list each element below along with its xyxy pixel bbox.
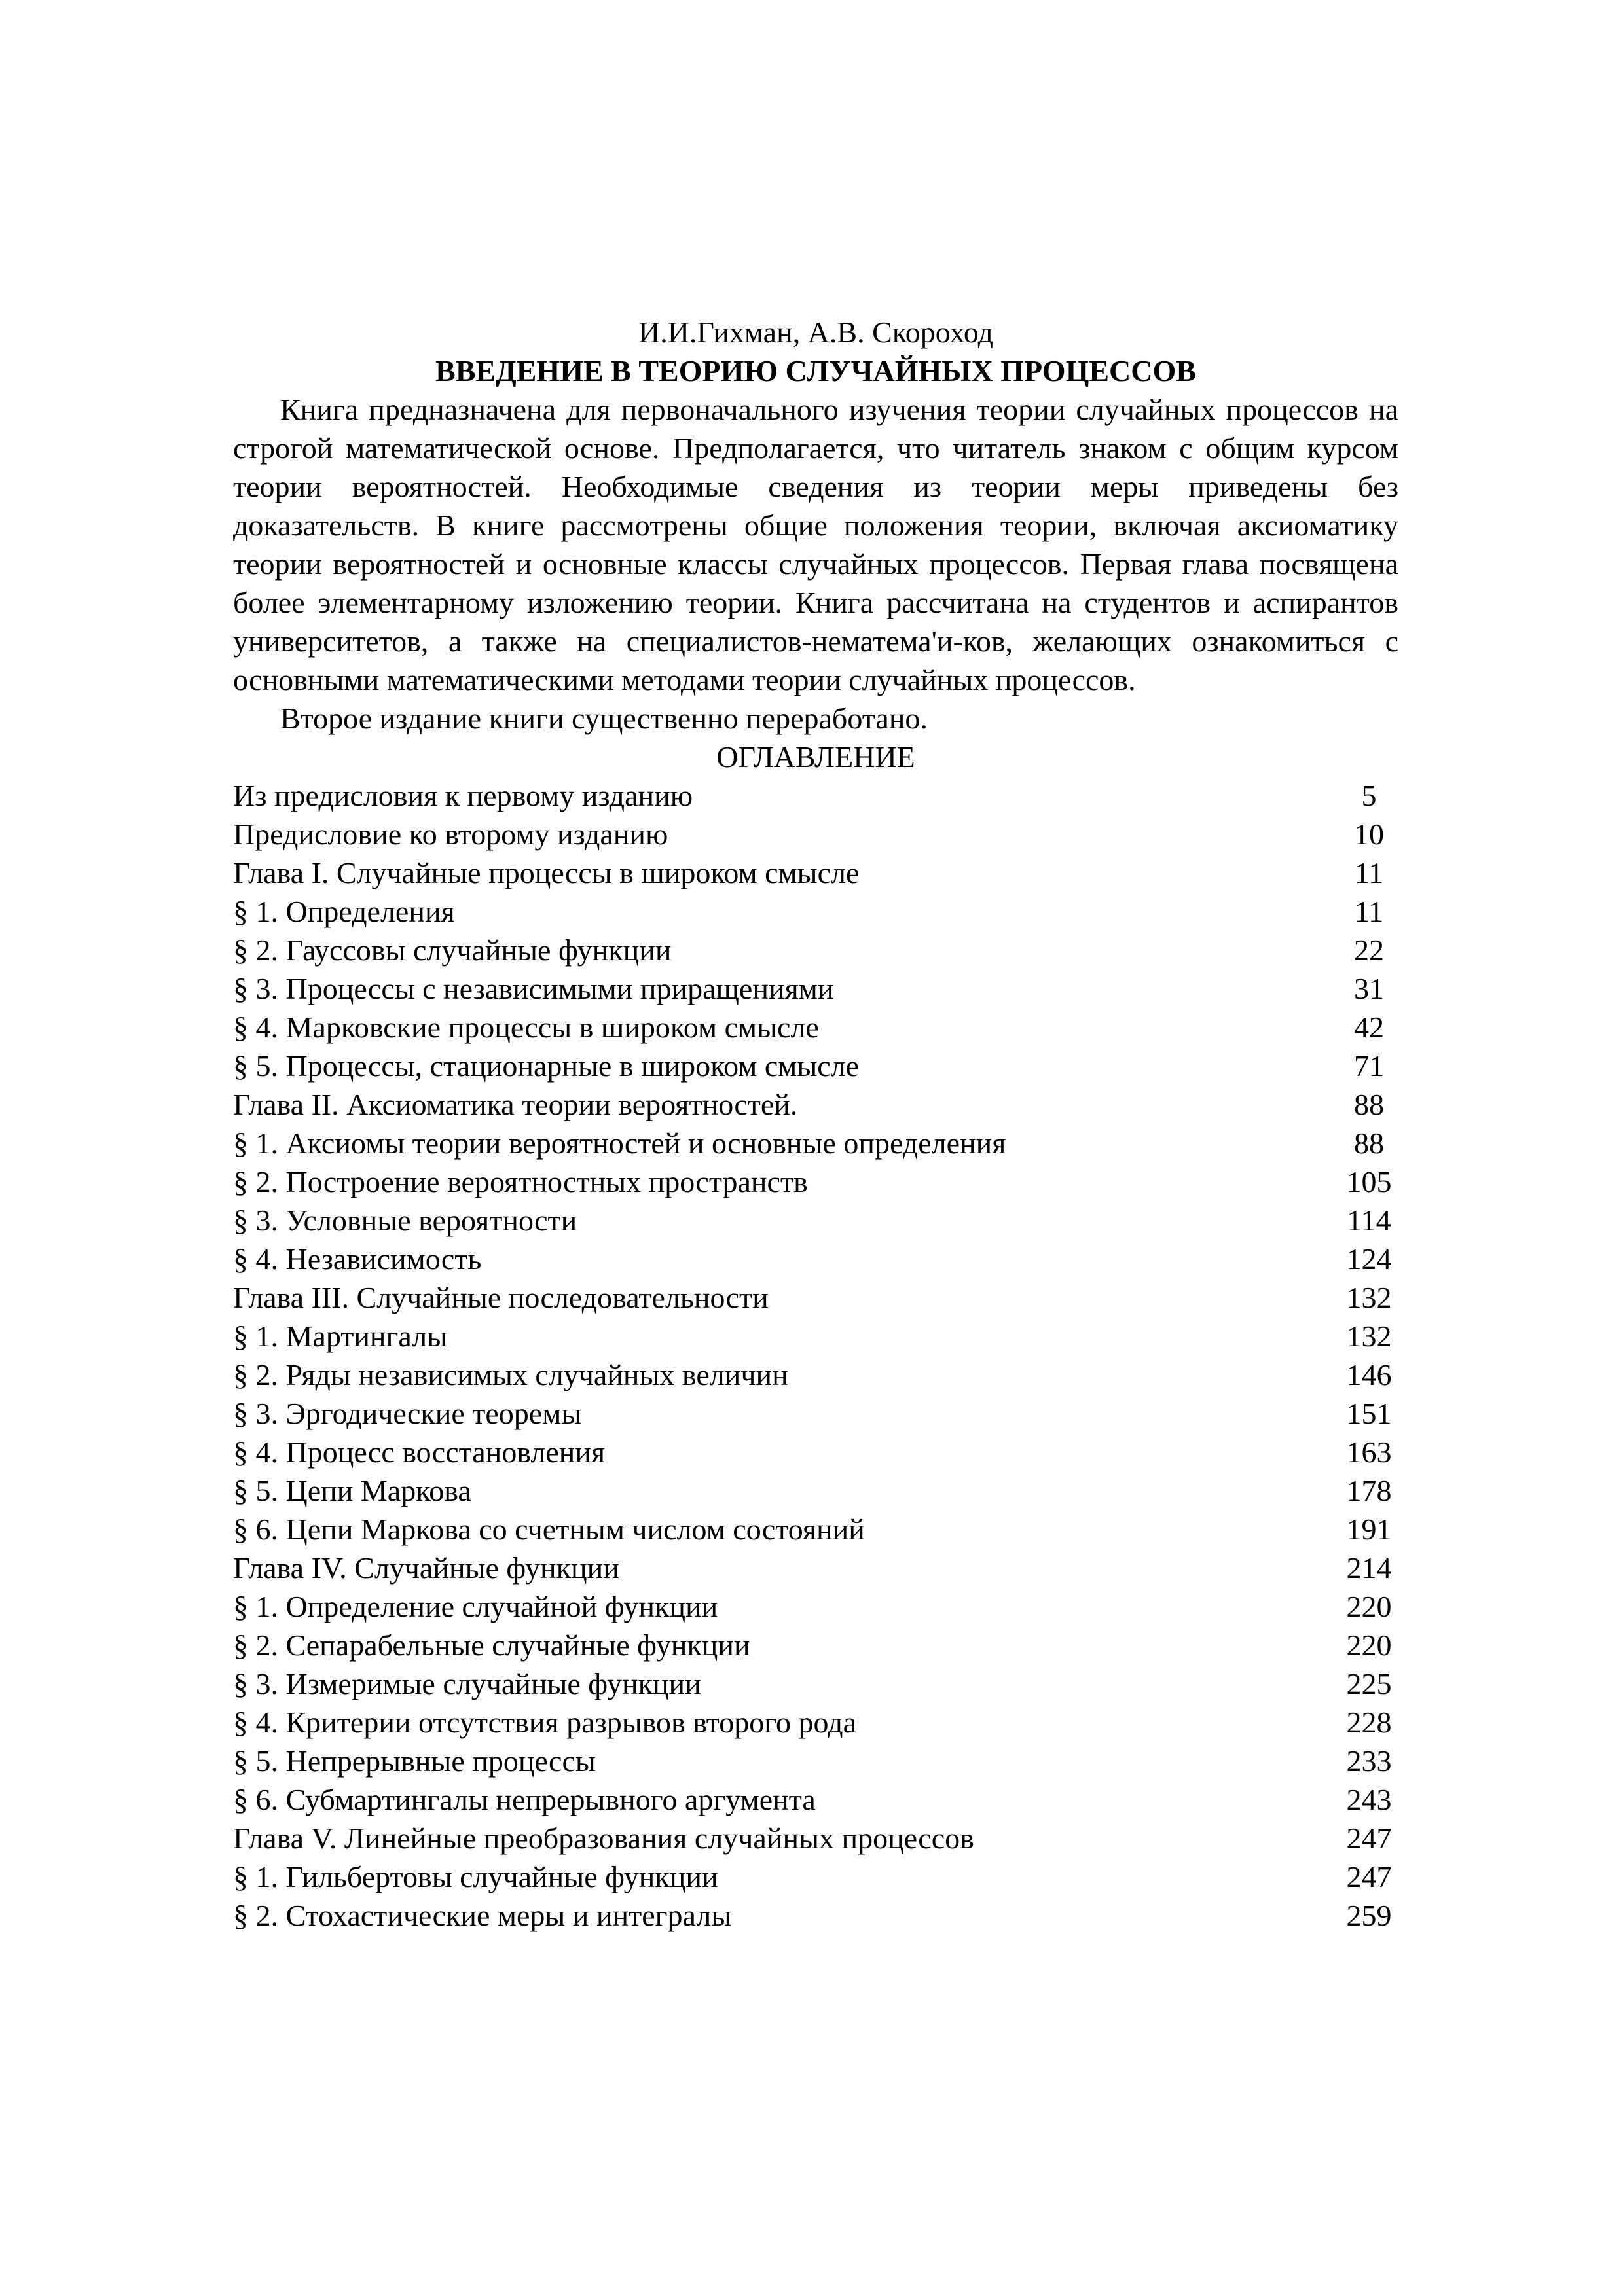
toc-entry-page: 71: [1354, 1049, 1384, 1083]
toc-entry-title: § 6. Цепи Маркова со счетным числом состояний: [233, 1513, 865, 1546]
toc-entry-title: § 4. Критерии отсутствия разрывов второго рода: [233, 1706, 857, 1739]
toc-entry-page: 243: [1346, 1783, 1392, 1816]
book-authors: И.И.Гихман, А.В. Скороход: [638, 315, 993, 349]
toc-entry-title: § 3. Процессы с независимыми приращениями: [233, 972, 834, 1005]
document-page: [233, 313, 1398, 1935]
toc-entry-page: 114: [1347, 1204, 1391, 1237]
toc-entry: [233, 1510, 1398, 1549]
toc-entry: [233, 969, 1398, 1008]
toc-entry-page: 191: [1346, 1513, 1392, 1546]
toc-entry-title: § 2. Построение вероятностных пространств: [233, 1165, 808, 1198]
toc-entry-page: 220: [1346, 1628, 1392, 1662]
toc-entry: [233, 1819, 1398, 1857]
toc-entry-title: Глава I. Случайные процессы в широком смысле: [233, 856, 860, 889]
toc-entry-page: 214: [1346, 1551, 1392, 1585]
toc-entry-page: 22: [1354, 933, 1384, 967]
toc-entry: [233, 1278, 1398, 1317]
toc-entry: [233, 815, 1398, 853]
toc-entry-title: § 1. Определение случайной функции: [233, 1590, 718, 1623]
toc-entry: [233, 1587, 1398, 1626]
toc-entry-page: 233: [1346, 1744, 1392, 1778]
toc-entry-page: 259: [1346, 1899, 1392, 1932]
book-title: ВВЕДЕНИЕ В ТЕОРИЮ СЛУЧАЙНЫХ ПРОЦЕССОВ: [435, 354, 1196, 387]
toc-entry: [233, 1317, 1398, 1355]
toc-entry-title: Глава V. Линейные преобразования случайных процессов: [233, 1821, 974, 1855]
toc-entry: [233, 1664, 1398, 1703]
toc-entry-page: 5: [1361, 779, 1377, 812]
toc-entry-page: 225: [1346, 1667, 1392, 1700]
toc-entry: [233, 892, 1398, 931]
toc-entry-page: 220: [1346, 1590, 1392, 1623]
toc-entry-title: § 5. Непрерывные процессы: [233, 1744, 596, 1778]
toc-entry: [233, 1240, 1398, 1278]
toc-entry-title: § 5. Процессы, стационарные в широком смысле: [233, 1049, 860, 1083]
toc-entry-title: § 1. Определения: [233, 895, 455, 928]
toc-entry-title: Глава II. Аксиоматика теории вероятностей.: [233, 1088, 798, 1121]
toc-entry-page: 11: [1354, 856, 1384, 889]
toc-entry-title: Глава III. Случайные последовательности: [233, 1281, 769, 1314]
toc-entry: [233, 1355, 1398, 1394]
toc-entry: [233, 1742, 1398, 1780]
toc-entry-title: § 1. Гильбертовы случайные функции: [233, 1860, 718, 1893]
toc-entry-page: 105: [1346, 1165, 1392, 1198]
toc-entry-page: 88: [1354, 1126, 1384, 1160]
toc-entry-page: 88: [1354, 1088, 1384, 1121]
toc-entry: [233, 1201, 1398, 1240]
toc-entry-page: 10: [1354, 817, 1384, 851]
toc-entry: [233, 1626, 1398, 1664]
toc-entry-page: 178: [1346, 1474, 1392, 1507]
toc-entry-title: Глава IV. Случайные функции: [233, 1551, 619, 1585]
toc-entry-title: § 1. Мартингалы: [233, 1319, 448, 1353]
toc-entry: [233, 1085, 1398, 1124]
toc-entry-title: § 5. Цепи Маркова: [233, 1474, 471, 1507]
toc-entry-page: 132: [1346, 1319, 1392, 1353]
toc-entry-title: § 4. Независимость: [233, 1242, 482, 1276]
toc-heading: ОГЛАВЛЕНИЕ: [716, 740, 915, 774]
book-description: Книга предназначена для первоначального изучения теории случайных процессов на строгой математической основе. Предполагается, что читатель знаком с общим курсом теории вероятностей. Необходимые сведения из теории меры приведены без доказательств. В книге рассмотрены общие положения теории, включая аксиоматику теории вероятностей и основные классы случайных процессов. Первая глава посвящена более элементарному изложению теории. Книга рассчитана на студентов и аспирантов университетов, а также на специалистов-нематема'и-ков, желающих ознакомиться с основными математическими методами теории случайных процессов.: [233, 393, 1398, 696]
toc-entry-title: Предисловие ко второму изданию: [233, 817, 668, 851]
toc-entry: [233, 1394, 1398, 1433]
toc-entry: [233, 1703, 1398, 1742]
toc-entry-page: 163: [1346, 1435, 1392, 1469]
toc-entry-page: 247: [1346, 1821, 1392, 1855]
toc-entry-title: § 4. Марковские процессы в широком смысле: [233, 1011, 819, 1044]
toc-entry-title: § 4. Процесс восстановления: [233, 1435, 606, 1469]
toc-entry: [233, 1471, 1398, 1510]
toc-entry: [233, 1124, 1398, 1162]
toc-entry: [233, 1162, 1398, 1201]
toc-entry-title: § 2. Стохастические меры и интегралы: [233, 1899, 732, 1932]
toc-entry-page: 124: [1346, 1242, 1392, 1276]
toc-entry: [233, 1433, 1398, 1471]
toc-entry: [233, 1549, 1398, 1587]
table-of-contents: [233, 776, 1398, 1935]
toc-entry-page: 42: [1354, 1011, 1384, 1044]
toc-entry-title: § 2. Гауссовы случайные функции: [233, 933, 672, 967]
toc-entry-page: 151: [1346, 1397, 1392, 1430]
toc-entry-title: § 6. Субмартингалы непрерывного аргумента: [233, 1783, 816, 1816]
toc-entry: [233, 1780, 1398, 1819]
toc-entry-page: 146: [1346, 1358, 1392, 1391]
toc-entry: [233, 1008, 1398, 1047]
toc-entry-title: § 1. Аксиомы теории вероятностей и основные определения: [233, 1126, 1006, 1160]
toc-entry-title: Из предисловия к первому изданию: [233, 779, 693, 812]
toc-entry-page: 132: [1346, 1281, 1392, 1314]
toc-entry: [233, 1047, 1398, 1085]
edition-note: Второе издание книги существенно переработано.: [280, 702, 928, 735]
toc-entry: [233, 1857, 1398, 1896]
toc-entry-page: 31: [1354, 972, 1384, 1005]
toc-entry: [233, 776, 1398, 815]
toc-entry-title: § 2. Ряды независимых случайных величин: [233, 1358, 788, 1391]
toc-entry-title: § 2. Сепарабельные случайные функции: [233, 1628, 750, 1662]
toc-entry-title: § 3. Измеримые случайные функции: [233, 1667, 701, 1700]
toc-entry-page: 11: [1354, 895, 1384, 928]
toc-entry-page: 228: [1346, 1706, 1392, 1739]
toc-entry: [233, 1896, 1398, 1935]
toc-entry-title: § 3. Условные вероятности: [233, 1204, 577, 1237]
toc-entry-page: 247: [1346, 1860, 1392, 1893]
toc-entry-title: § 3. Эргодические теоремы: [233, 1397, 582, 1430]
toc-entry: [233, 931, 1398, 969]
toc-entry: [233, 853, 1398, 892]
